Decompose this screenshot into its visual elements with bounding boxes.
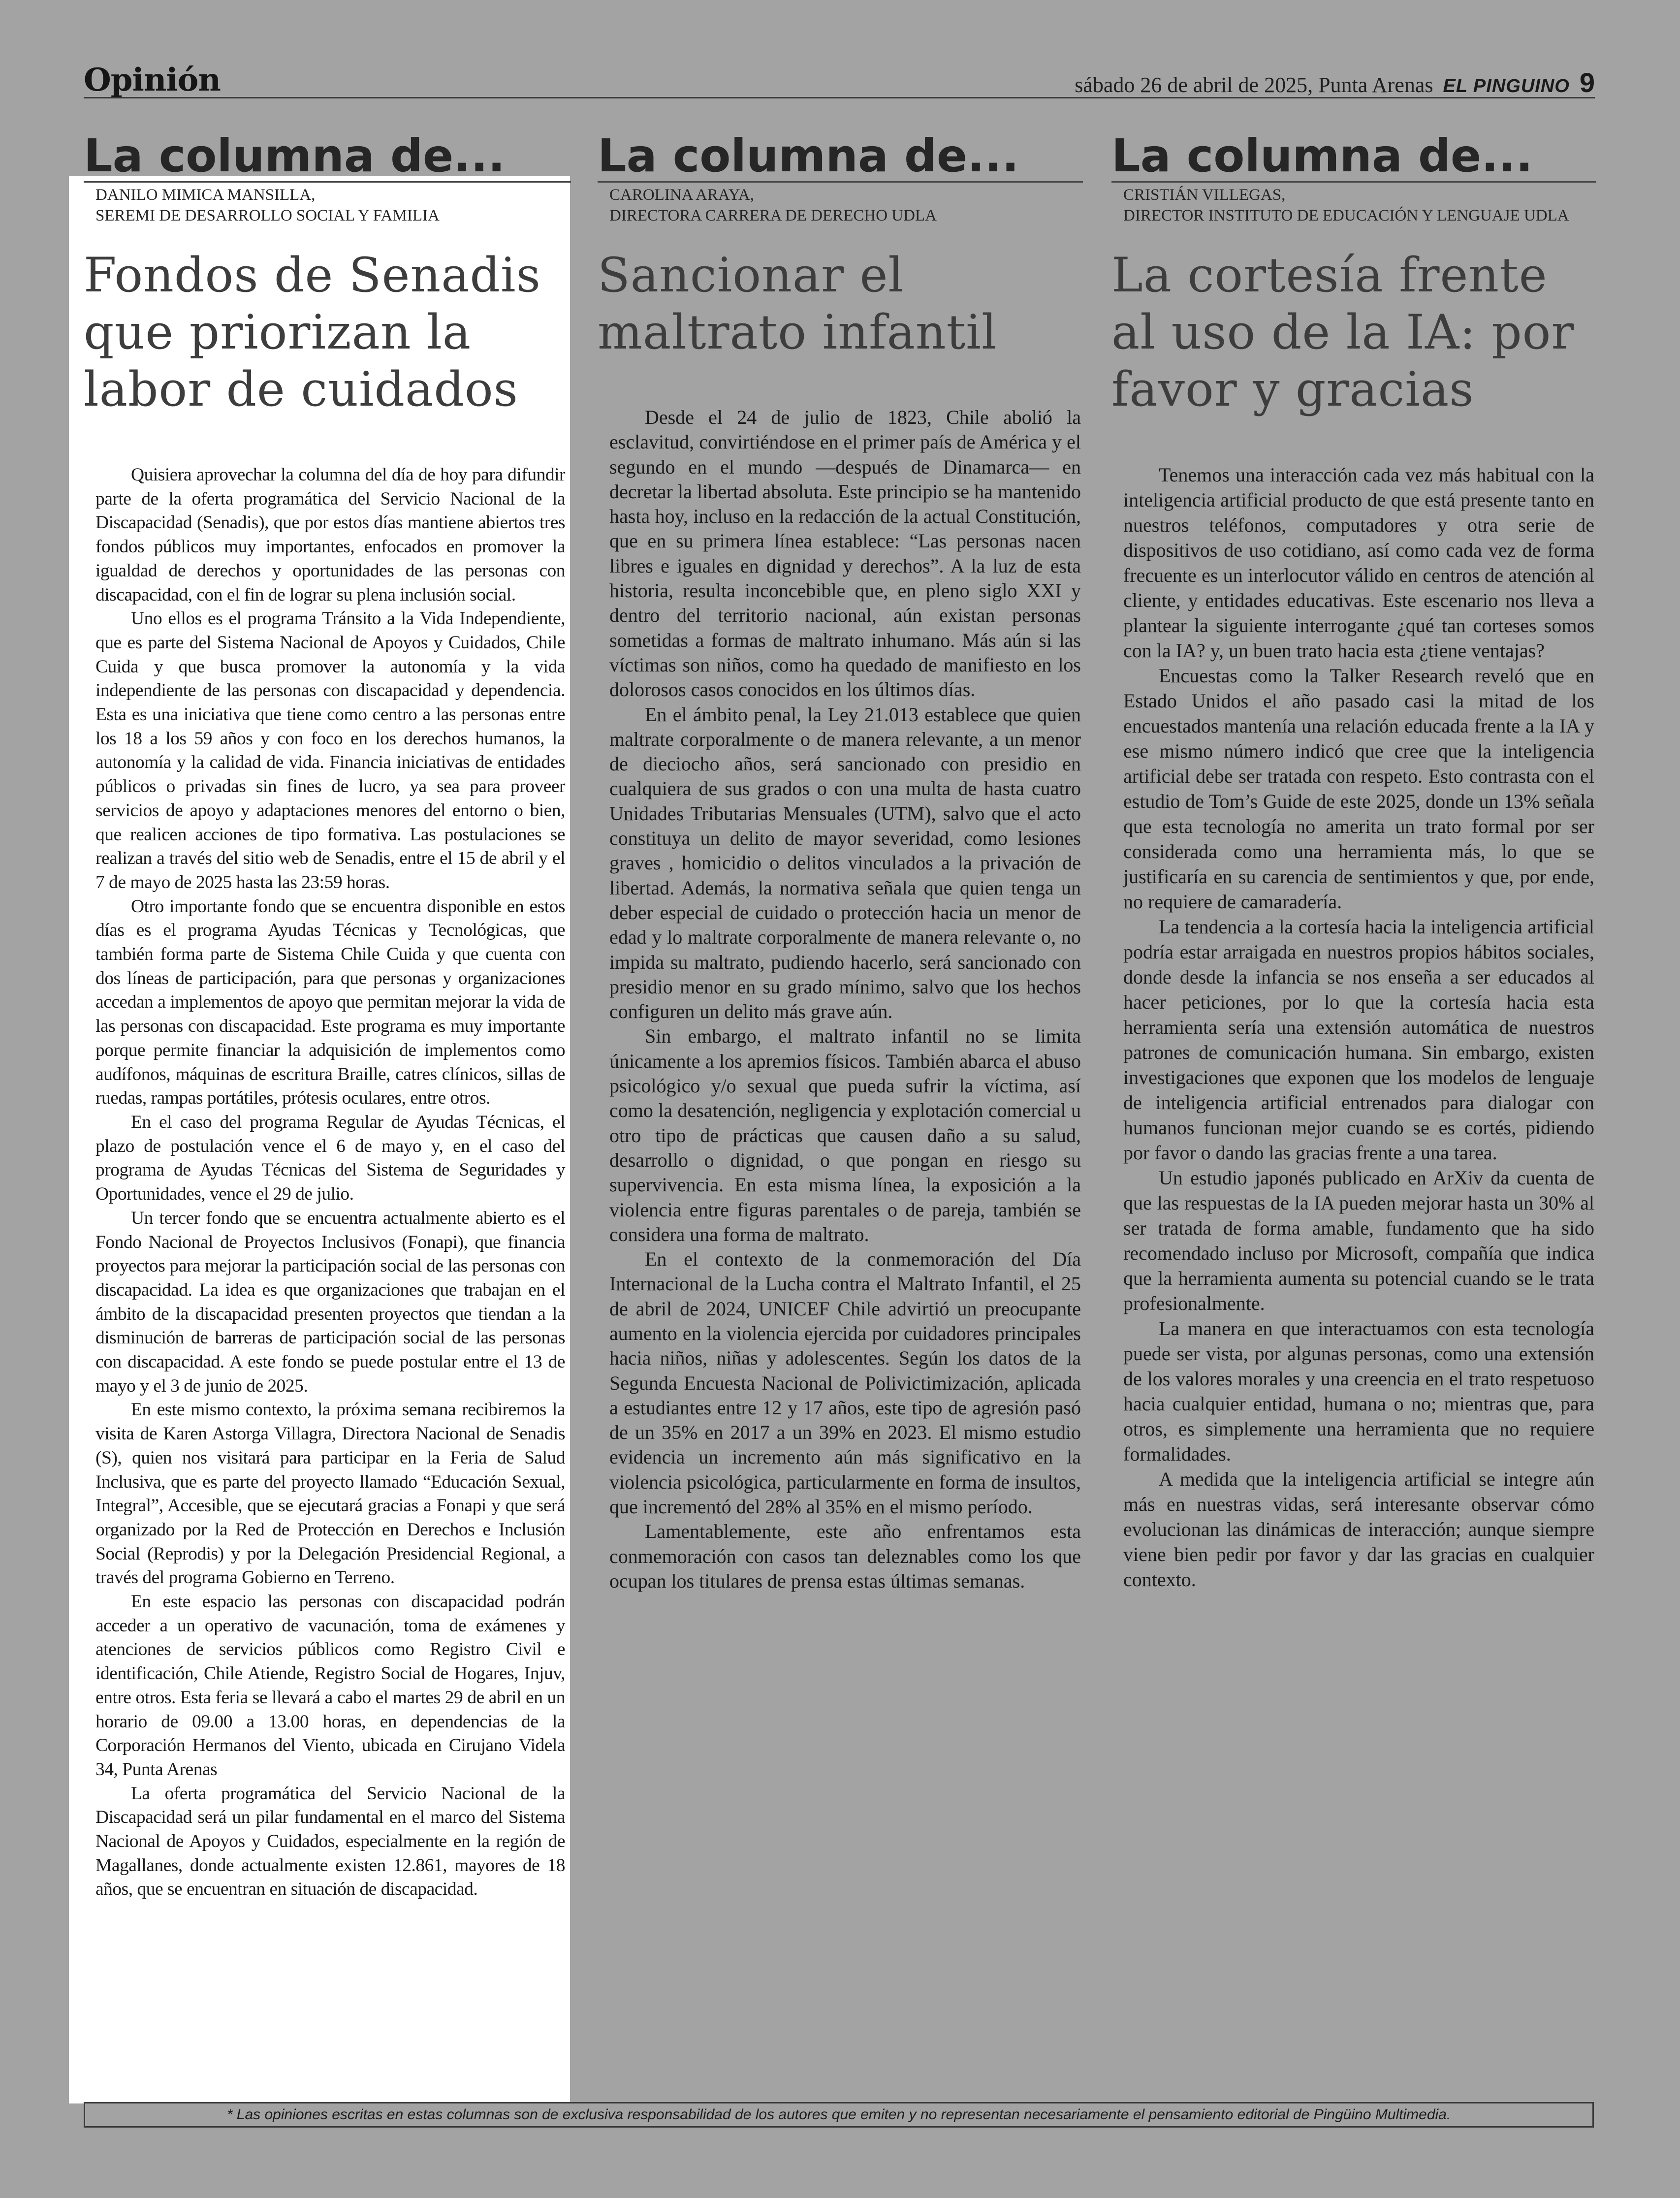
author-role: DIRECTOR INSTITUTO DE EDUCACIÓN Y LENGUAJE UDLA <box>1123 207 1569 224</box>
paragraph: La oferta programática del Servicio Nacional de la Discapacidad será un pilar fundamental en el marco del Sistema Nacional de Apoyos y Cuidados, especialmente en la región de Magallanes, donde actualmente existen 12.861, mayores de 18 años, que se encuentran en situación de discapacidad. <box>95 1783 565 1900</box>
article-body <box>84 463 571 1902</box>
column-heading: La columna de... <box>598 129 1019 182</box>
paragraph: Tenemos una interacción cada vez más habitual con la inteligencia artificial producto de que está presente tanto en nuestros teléfonos, computadores y otra serie de dispositivos de uso cotidiano, así como cada vez de forma frecuente es un interlocutor válido en centros de atención al cliente, y entidades educativas. Este escenario nos lleva a plantear la siguiente interrogante ¿qué tan corteses somos con la IA? y, un buen trato hacia esta ¿tiene ventajas? <box>1123 464 1594 662</box>
author-name: DANILO MIMICA MANSILLA, <box>95 186 316 204</box>
paragraph: Un estudio japonés publicado en ArXiv da cuenta de que las respuestas de la IA pueden mejorar hasta un 30% al ser tratada de forma amable, fundamento que ha sido recomendado incluso por Microsoft, compañía que indica que la herramienta aumenta su potencial cuando se le trata profesionalmente. <box>1123 1167 1594 1314</box>
paragraph: Otro importante fondo que se encuentra disponible en estos días es el programa Ayudas Técnicas y Tecnológicas, que también forma parte de Sistema Chile Cuida y que cuenta con dos líneas de participación, para que personas y organizaciones accedan a implementos de apoyo que permitan mejorar la vida de las personas con discapacidad. Este programa es muy importante porque permite financiar la adquisición de implementos como audífonos, máquinas de escritura Braille, catres clínicos, sillas de ruedas, rampas portátiles, prótesis oculares, entre otros. <box>95 896 565 1109</box>
paragraph: La manera en que interactuamos con esta tecnología puede ser vista, por algunas personas, como una extensión de los valores morales y una creencia en el trato respetuoso hacia cualquier entidad, humana o no; mientras que, para otros, es simplemente una herramienta que no requiere formalidades. <box>1123 1317 1594 1465</box>
paragraph: En este mismo contexto, la próxima semana recibiremos la visita de Karen Astorga Villagra, Directora Nacional de Senadis (S), quien nos visitará para participar en la Feria de Salud Inclusiva, que es parte del proyecto llamado “Educación Sexual, Integral”, Accesible, que se ejecutará gracias a Fonapi y que será organizado por la Red de Protección en Derechos e Inclusión Social (Reprodis) y por la Delegación Presidencial Regional, a través del programa Gobierno en Terreno. <box>95 1400 565 1588</box>
author-name: CAROLINA ARAYA, <box>609 186 755 204</box>
paragraph: A medida que la inteligencia artificial se integre aún más en nuestras vidas, será interesante observar cómo evolucionan las dinámicas de interacción; aunque siempre viene bien pedir por favor y dar las gracias en cualquier contexto. <box>1123 1468 1594 1591</box>
article-body <box>598 405 1083 1593</box>
author-role: SEREMI DE DESARROLLO SOCIAL Y FAMILIA <box>95 207 440 224</box>
opinion-column-1 <box>84 129 571 1902</box>
author-role: DIRECTORA CARRERA DE DERECHO UDLA <box>609 207 937 224</box>
section-title: Opinión <box>84 62 221 98</box>
opinion-column-3 <box>1111 129 1596 1592</box>
author-name: CRISTIÁN VILLEGAS, <box>1123 186 1286 204</box>
paragraph: En el contexto de la conmemoración del Día Internacional de la Lucha contra el Maltrato Infantil, el 25 de abril de 2024, UNICEF Chile advirtió un preocupante aumento en la violencia ejercida por cuidadores principales hacia niños, niñas y adolescentes. Según los datos de la Segunda Encuesta Nacional de Polivictimización, aplicada a estudiantes entre 12 y 17 años, este tipo de agresión pasó de un 35% en 2017 a un 39% en 2023. El mismo estudio evidencia un incremento aún más significativo en la violencia psicológica, particularmente en forma de insultos, que incrementó del 28% al 35% en el mismo período. <box>609 1248 1081 1518</box>
article-body <box>1111 462 1596 1592</box>
column-heading: La columna de... <box>84 129 506 182</box>
newspaper-logo: EL PINGUINO <box>1443 76 1570 96</box>
article-title: La cortesía frente al uso de la IA: por favor y gracias <box>1111 248 1575 417</box>
paragraph: Encuestas como la Talker Research reveló que en Estado Unidos el año pasado casi la mitad de los encuestados mantenía una relación educada frente a la IA y ese mismo número indicó que cree que la inteligencia artificial debe ser tratada con respeto. Esto contrasta con el estudio de Tom’s Guide de este 2025, donde un 13% señala que esta tecnología no amerita un trato formal por ser considerada como una herramienta más, lo que se justificaría en su carencia de sentimientos y que, por ende, no requiere de camaradería. <box>1123 665 1594 913</box>
paragraph: Lamentablemente, este año enfrentamos esta conmemoración con casos tan deleznables como los que ocupan los titulares de prensa estas últimas semanas. <box>609 1520 1081 1592</box>
paragraph: Desde el 24 de julio de 1823, Chile abolió la esclavitud, convirtiéndose en el primer país de América y el segundo en el mundo —después de Dinamarca— en decretar la libertad absoluta. Este principio se ha mantenido hasta hoy, incluso en la redacción de la actual Constitución, que en su primera línea establece: “Las personas nacen libres e iguales en dignidad y derechos”. A la luz de esta historia, resulta inconcebible que, en pleno siglo XXI y dentro del territorio nacional, aún existan personas sometidas a formas de maltrato inhumano. Más aún si las víctimas son niños, como ha quedado de manifiesto en los dolorosos casos conocidos en los últimos días. <box>609 406 1081 701</box>
paragraph: Un tercer fondo que se encuentra actualmente abierto es el Fondo Nacional de Proyectos Inclusivos (Fonapi), que financia proyectos para mejorar la participación social de las personas con discapacidad. La idea es que organizaciones que trabajan en el ámbito de la discapacidad presenten proyectos que tiendan a la disminución de barreras de participación social de las personas con discapacidad. A este fondo se puede postular entre el 13 de mayo y el 3 de junio de 2025. <box>95 1208 565 1396</box>
page-number: 9 <box>1579 67 1595 98</box>
paragraph: Quisiera aprovechar la columna del día de hoy para difundir parte de la oferta programática del Servicio Nacional de la Discapacidad (Senadis), que por estos días mantiene abiertos tres fondos públicos muy importantes, enfocados en promover la igualdad de derechos y oportunidades de las personas con discapacidad, con el fin de lograr su plena inclusión social. <box>95 465 565 605</box>
column-heading: La columna de... <box>1111 129 1533 182</box>
page-header <box>84 62 1595 98</box>
issue-date: sábado 26 de abril de 2025, Punta Arenas <box>1075 73 1433 97</box>
paragraph: Uno ellos es el programa Tránsito a la Vida Independiente, que es parte del Sistema Nacional de Apoyos y Cuidados, Chile Cuida y que busca promover la autonomía y la vida independiente de las personas con discapacidad y dependencia. Esta es una iniciativa que tiene como centro a las personas entre los 18 a los 59 años y con foco en los derechos humanos, la autonomía y la calidad de vida. Financia iniciativas de entidades públicos o privadas sin fines de lucro, ya sea para proveer servicios de apoyo y adaptaciones menores del entorno o bien, que realicen acciones de tipo formativa. Las postulaciones se realizan a través del sitio web de Senadis, entre el 15 de abril y el 7 de mayo de 2025 hasta las 23:59 horas. <box>95 608 565 892</box>
opinion-column-2 <box>598 129 1083 1593</box>
paragraph: En el caso del programa Regular de Ayudas Técnicas, el plazo de postulación vence el 6 de mayo y, en el caso del programa de Ayudas Técnicas del Sistema de Seguridades y Oportunidades, vence el 29 de julio. <box>95 1112 565 1205</box>
disclaimer-footer: * Las opiniones escritas en estas columnas son de exclusiva responsabilidad de los autores que emiten y no representan necesariamente el pensamiento editorial de Pingüino Multimedia. <box>84 2102 1594 2128</box>
paragraph: En este espacio las personas con discapacidad podrán acceder a un operativo de vacunación, toma de exámenes y atenciones de servicios públicos como Registro Civil e identificación, Chile Atiende, Registro Social de Hogares, Injuv, entre otros. Esta feria se llevará a cabo el martes 29 de abril en un horario de 09.00 a 13.00 horas, en dependencias de la Corporación Hermanos del Viento, ubicada en Cirujano Videla 34, Punta Arenas <box>95 1592 565 1780</box>
paragraph: En el ámbito penal, la Ley 21.013 establece que quien maltrate corporalmente o de manera relevante, a un menor de dieciocho años, será sancionado con presidio en cualquiera de sus grados o con una multa de hasta cuatro Unidades Tributarias Mensuales (UTM), salvo que el acto constituya un delito de mayor severidad, como lesiones graves , homicidio o delitos vinculados a la privación de libertad. Además, la normativa señala que quien tenga un deber especial de cuidado o protección hacia un menor de edad y lo maltrate corporalmente de manera relevante o, no impida su maltrato, pudiendo hacerlo, será sancionado con presidio menor en su grado mínimo, salvo que los hechos configuren un delito más grave aún. <box>609 703 1081 1023</box>
paragraph: Sin embargo, el maltrato infantil no se limita únicamente a los apremios físicos. También abarca el abuso psicológico y/o sexual que pueda sufrir la víctima, así como la desatención, negligencia y explotación comercial u otro tipo de prácticas que causen daño a su salud, desarrollo o dignidad, o que pongan en riesgo su supervivencia. En esta misma línea, la exposición a la violencia entre figuras parentales o de pareja, también se considera una forma de maltrato. <box>609 1025 1081 1245</box>
paragraph: La tendencia a la cortesía hacia la inteligencia artificial podría estar arraigada en nuestros propios hábitos sociales, donde desde la infancia se nos enseña a ser educados al hacer peticiones, por lo que la cortesía hacia esta herramienta sería una extensión automática de nuestros patrones de comunicación humana. Sin embargo, existen investigaciones que exponen que los modelos de lenguaje de inteligencia artificial entrenados para dialogar con humanos funcionan mejor cuando se es cortés, pidiendo por favor o dando las gracias frente a una tarea. <box>1123 916 1594 1164</box>
header-meta <box>1075 66 1595 98</box>
article-title: Fondos de Senadis que priorizan la labor de cuidados <box>84 248 541 417</box>
article-title: Sancionar el maltrato infantil <box>598 248 997 360</box>
